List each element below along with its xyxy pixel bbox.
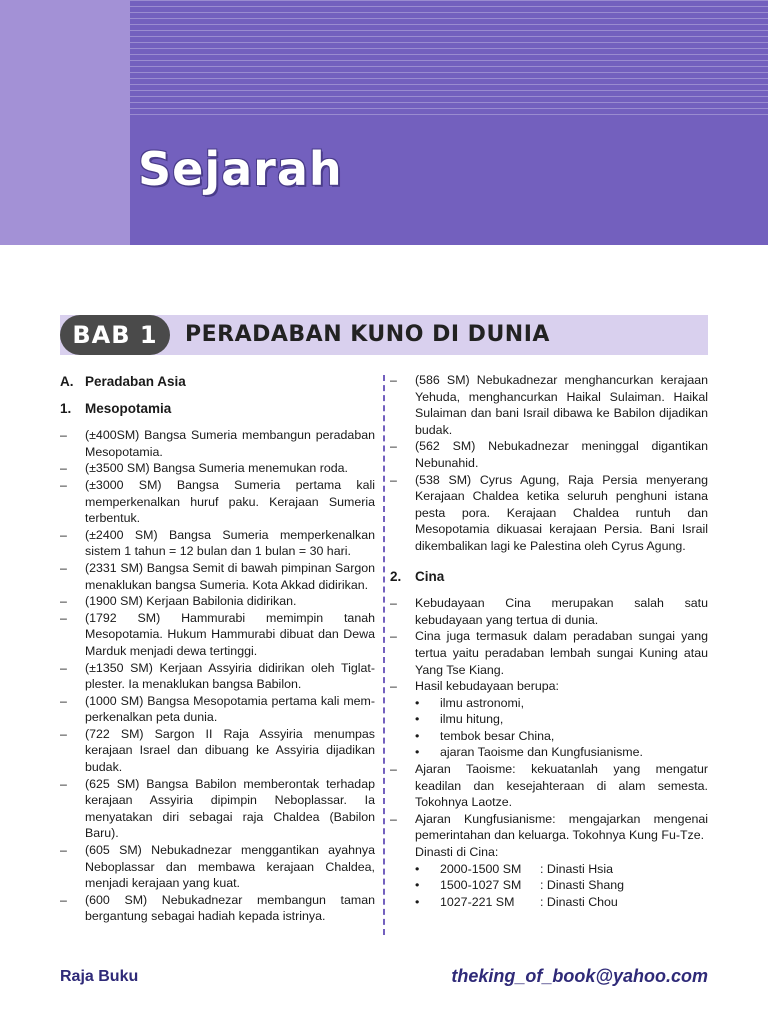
list-item: – (600 SM) Nebukadnezar membangun taman bergantung sebagai hadiah kepada istrinya. — [60, 892, 375, 925]
dynasty-list — [390, 861, 708, 911]
list-item: – (±2400 SM) Bangsa Sumeria memperkenalkan sistem 1 tahun = 12 bulan dan 1 bulan = 30 hari. — [60, 527, 375, 560]
bullet-item: • tembok besar China, — [390, 728, 708, 745]
chapter-label: BAB 1 — [60, 315, 170, 355]
list-item: – (±3000 SM) Bangsa Sumeria pertama kali memperkenalkan huruf paku. Kerajaan Sumeria terbentuk. — [60, 477, 375, 527]
list-item: – (722 SM) Sargon II Raja Assyiria menumpas kerajaan Israel dan dibuang ke Assyiria dijadikan budak. — [60, 726, 375, 776]
cina-bullet-list — [390, 695, 708, 761]
list-item: – (586 SM) Nebukadnezar menghancurkan kerajaan Yehuda, menghancurkan Haikal Sulaiman. Haikal Sulaiman dan bani Israil dibawa ke Babilon dijadikan budak. — [390, 372, 708, 438]
mesopotamia-list-continued — [390, 372, 708, 555]
list-item: – Hasil kebudayaan berupa: — [390, 678, 708, 695]
list-item: – (1000 SM) Bangsa Mesopotamia pertama kali mem-perkenalkan peta dunia. — [60, 693, 375, 726]
cina-list-2 — [390, 761, 708, 844]
dynasty-item: • 2000-1500 SM : Dinasti Hsia — [390, 861, 708, 878]
header-accent-block — [0, 0, 130, 245]
list-item: – (±3500 SM) Bangsa Sumeria menemukan roda. — [60, 460, 375, 477]
footer-email: theking_of_book@yahoo.com — [451, 966, 708, 986]
list-item: – (605 SM) Nebukadnezar menggantikan ayahnya Neboplassar dan membawa kerajaan Chaldea, menjadi kerajaan yang kuat. — [60, 842, 375, 892]
footer-publisher: Raja Buku — [60, 968, 139, 985]
list-item: – Ajaran Kungfusianisme: mengajarkan mengenai pemerintahan dan keluarga. Tokohnya Kung Fu-Tze. — [390, 811, 708, 844]
list-item: – Ajaran Taoisme: kekuatanlah yang mengatur keadilan dan kesejahteraan di alam semesta. Tokohnya Laotze. — [390, 761, 708, 811]
list-item: – (562 SM) Nebukadnezar meninggal digantikan Nebunahid. — [390, 438, 708, 471]
dynasty-item: • 1500-1027 SM : Dinasti Shang — [390, 877, 708, 894]
bullet-item: • ajaran Taoisme dan Kungfusianisme. — [390, 744, 708, 761]
list-item: – (1792 SM) Hammurabi memimpin tanah Mesopotamia. Hukum Hammurabi dibuat dan Dewa Marduk menjadi dewa tertinggi. — [60, 610, 375, 660]
list-item: – Kebudayaan Cina merupakan salah satu kebudayaan yang tertua di dunia. — [390, 595, 708, 628]
list-item: – (±1350 SM) Kerjaan Assyiria didirikan oleh Tiglat-plester. Ia menaklukan bangsa Babilon. — [60, 660, 375, 693]
chapter-title: PERADABAN KUNO DI DUNIA — [185, 322, 550, 347]
page-title: Sejarah — [138, 142, 343, 196]
mesopotamia-list — [60, 427, 375, 925]
column-divider — [383, 375, 385, 935]
bullet-item: • ilmu hitung, — [390, 711, 708, 728]
section-2-heading: 2. Cina — [390, 568, 445, 584]
list-item: – (1900 SM) Kerjaan Babilonia didirikan. — [60, 593, 375, 610]
section-1-heading: 1. Mesopotamia — [60, 400, 172, 416]
list-item: – Cina juga termasuk dalam peradaban sungai yang tertua yaitu peradaban lembah sungai Kuning atau Yang Tse Kiang. — [390, 628, 708, 678]
list-item: – (625 SM) Bangsa Babilon memberontak terhadap kerajaan Assyiria dipimpin Neboplassar. Ia menyatakan diri sebagai raja Chaldea (Babilon Baru). — [60, 776, 375, 842]
left-column — [60, 372, 375, 925]
bullet-item: • ilmu astronomi, — [390, 695, 708, 712]
header-stripes — [130, 0, 768, 118]
dynasty-heading: Dinasti di Cina: — [415, 845, 499, 860]
list-item: – (2331 SM) Bangsa Semit di bawah pimpinan Sargon menaklukan bangsa Sumeria. Kota Akkad didirikan. — [60, 560, 375, 593]
dynasty-item: • 1027-221 SM : Dinasti Chou — [390, 894, 708, 911]
list-item: – (±400SM) Bangsa Sumeria membangun peradaban Mesopotamia. — [60, 427, 375, 460]
right-column — [390, 372, 708, 910]
section-a-heading: A. Peradaban Asia — [60, 374, 186, 389]
list-item: – (538 SM) Cyrus Agung, Raja Persia menyerang Kerajaan Chaldea ketika seluruh penghuni istana pesta pora. Kerajaan Chaldea runtuh dan Mesopotamia dikuasai kerajaan Persia. Bani Israil dikembalikan lagi ke Palestina oleh Cyrus Agung. — [390, 472, 708, 555]
cina-list — [390, 595, 708, 695]
